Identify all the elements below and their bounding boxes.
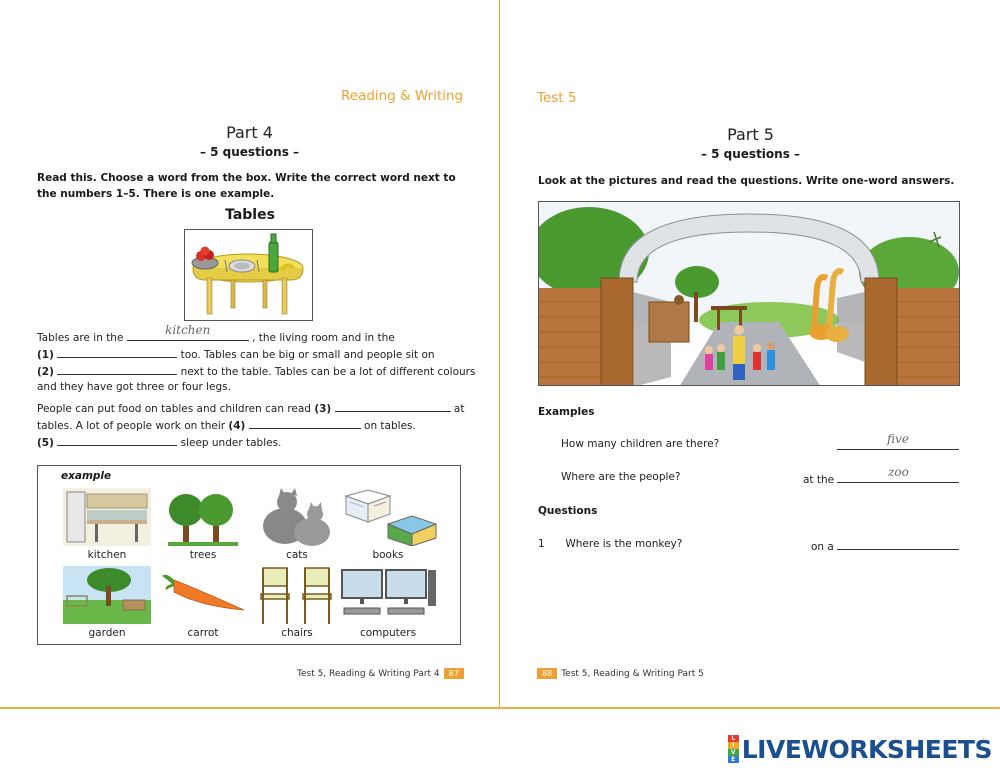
- passage-line-3: [37, 380, 231, 394]
- word-kitchen: [57, 488, 157, 561]
- books-icon: [338, 488, 438, 546]
- table-illustration: [185, 230, 312, 320]
- running-head-left: Reading & Writing: [341, 88, 464, 104]
- badge-letter: E: [728, 756, 739, 763]
- table-picture: [184, 229, 313, 321]
- left-page: [0, 0, 500, 708]
- part-4-subtitle: – 5 questions –: [199, 145, 300, 159]
- word-carrot: [153, 566, 253, 639]
- footer-right: [537, 668, 704, 679]
- logo-badge-icon: [728, 735, 739, 763]
- carrot-icon: [160, 566, 246, 624]
- passage-text: Tables are in the: [37, 332, 124, 344]
- footer-left: [297, 668, 468, 679]
- word-box-example-label: example: [61, 470, 112, 482]
- footer-text: Test 5, Reading & Writing Part 5: [561, 669, 704, 679]
- chairs-icon: [257, 566, 337, 624]
- part-4-instruction: Read this. Choose a word from the box. Write the correct word next to the numbers 1–5. There is one example.: [37, 172, 456, 200]
- part-4-title: Part 4: [226, 123, 273, 142]
- question-number: (1): [37, 349, 54, 361]
- word-garden: [57, 566, 157, 639]
- answer-blank-q1[interactable]: [837, 538, 959, 550]
- answer-blank-5[interactable]: [57, 434, 177, 446]
- part-5-title: Part 5: [727, 125, 774, 144]
- word-trees: [153, 488, 253, 561]
- passage-text: sleep under tables.: [180, 437, 282, 449]
- example-answer-blank-1: [837, 432, 959, 450]
- answer-prefix: at the: [803, 474, 835, 486]
- passage-line-example: [37, 323, 395, 345]
- page-number: 88: [537, 668, 557, 679]
- example-answer-blank: [127, 323, 249, 341]
- bottom-rule: [0, 707, 1000, 709]
- question-1: [538, 538, 682, 550]
- passage-text: tables. A lot of people work on their: [37, 420, 226, 432]
- computers-icon: [338, 566, 438, 624]
- running-head-right: Test 5: [537, 90, 577, 106]
- answer-blank-4[interactable]: [249, 417, 361, 429]
- example-answer-row-1: [837, 432, 959, 453]
- example-answer: kitchen: [165, 323, 211, 337]
- passage-line-4: [37, 400, 464, 416]
- question-number: (5): [37, 437, 54, 449]
- examples-heading: Examples: [538, 406, 595, 418]
- question-number: (4): [228, 420, 246, 432]
- word-label: carrot: [187, 627, 219, 639]
- right-page: [501, 0, 1000, 708]
- zoo-illustration: [539, 202, 960, 386]
- badge-letter: V: [728, 749, 739, 756]
- answer-blank-2[interactable]: [57, 363, 177, 375]
- example-answer-blank-2: [837, 465, 959, 483]
- passage-line-5: [37, 417, 416, 433]
- passage-line-1: [37, 346, 435, 362]
- logo-text: LIVEWORKSHEETS: [741, 734, 992, 764]
- page-number: 87: [444, 668, 464, 679]
- answer-blank-3[interactable]: [335, 400, 451, 412]
- example-answer-row-2: [803, 465, 959, 486]
- word-label: books: [372, 549, 404, 561]
- word-label: garden: [88, 627, 126, 639]
- liveworksheets-logo: [728, 734, 992, 764]
- part-5-subtitle: – 5 questions –: [700, 147, 801, 161]
- word-label: chairs: [281, 627, 313, 639]
- example-question-1: How many children are there?: [561, 438, 720, 450]
- badge-letter: I: [728, 742, 739, 749]
- monkey: [674, 295, 684, 305]
- footer-text: Test 5, Reading & Writing Part 4: [297, 669, 440, 679]
- word-box: [37, 465, 461, 645]
- word-label: cats: [286, 549, 308, 561]
- question-answer-row-1: [811, 538, 959, 553]
- passage-text: too. Tables can be big or small and people sit on: [180, 349, 435, 361]
- word-label: computers: [359, 627, 417, 639]
- passage-text: and they have got three or four legs.: [37, 381, 231, 393]
- question-number: 1: [538, 538, 545, 550]
- part-5-instruction: Look at the pictures and read the questions. Write one-word answers.: [538, 175, 955, 187]
- passage-text: next to the table. Tables can be a lot of different colours: [180, 366, 476, 378]
- passage-line-6: [37, 434, 281, 450]
- passage-text: People can put food on tables and children can read: [37, 403, 311, 415]
- question-number: (3): [314, 403, 332, 415]
- word-books: [338, 488, 438, 561]
- questions-heading: Questions: [538, 505, 598, 517]
- passage-heading: Tables: [225, 207, 275, 223]
- word-label: trees: [189, 549, 217, 561]
- zoo-picture: [538, 201, 960, 386]
- word-label: kitchen: [87, 549, 127, 561]
- word-cats: [247, 488, 347, 561]
- trees-icon: [168, 488, 238, 546]
- word-chairs: [247, 566, 347, 639]
- example-question-2: Where are the people?: [561, 471, 681, 483]
- answer-blank-1[interactable]: [57, 346, 177, 358]
- question-number: (2): [37, 366, 54, 378]
- question-text: Where is the monkey?: [565, 538, 683, 550]
- word-computers: [338, 566, 438, 639]
- passage-line-2: [37, 363, 475, 379]
- passage-text: at: [453, 403, 465, 415]
- answer-prefix: on a: [811, 541, 834, 553]
- garden-icon: [63, 566, 151, 624]
- example-answer-1: five: [887, 432, 909, 446]
- cats-icon: [257, 488, 337, 546]
- badge-letter: L: [728, 735, 739, 742]
- kitchen-icon: [63, 488, 151, 546]
- example-answer-2: zoo: [888, 465, 909, 479]
- passage-text: , the living room and in the: [252, 332, 395, 344]
- passage-text: on tables.: [364, 420, 416, 432]
